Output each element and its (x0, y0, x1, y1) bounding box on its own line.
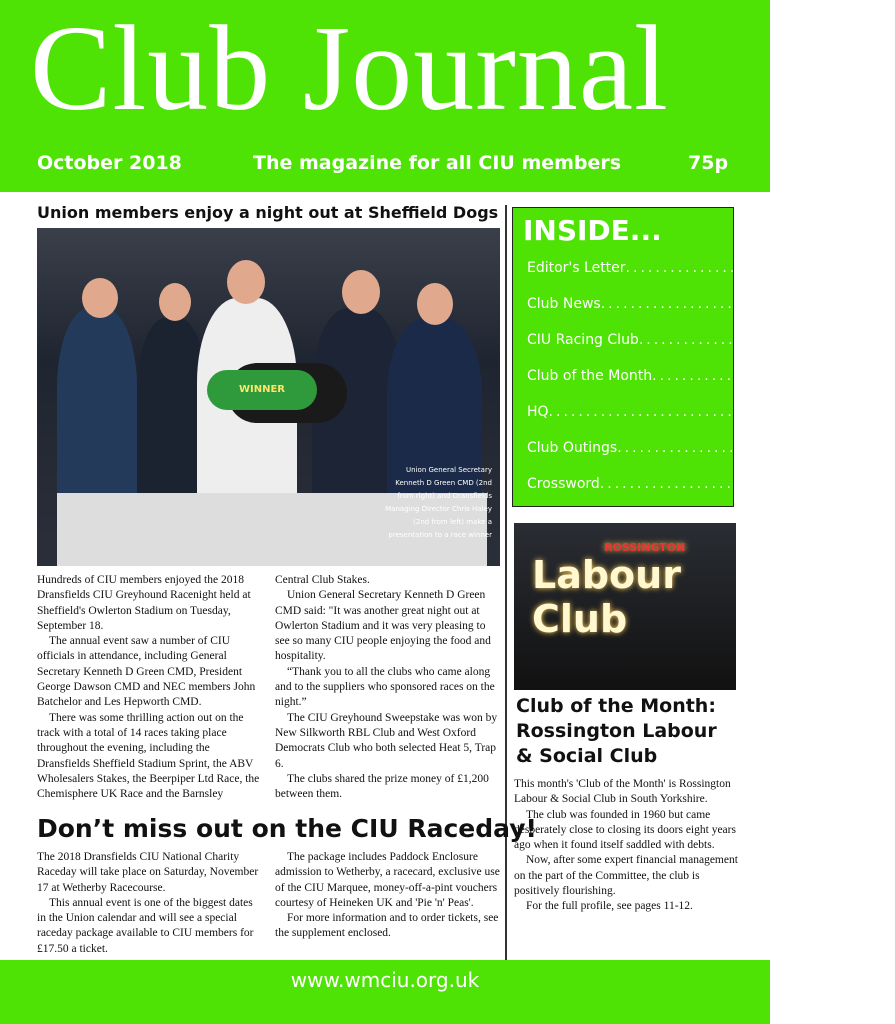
lead-photo (37, 228, 500, 566)
club-of-month-body (514, 777, 739, 915)
raceday-headline: Don’t miss out on the CIU Raceday! (37, 814, 537, 843)
toc-page: 21 (823, 476, 843, 492)
paragraph: The club was founded in 1960 but came desperately close to closing its doors eight years ago when it found itself saddled with debts. (514, 808, 736, 852)
paragraph: Now, after some expert financial management on the part of the Committee, the club is positively flourishing. (514, 854, 738, 898)
toc-page: 11 (875, 368, 895, 384)
paragraph: “Thank you to all the clubs who came along and to the suppliers who sponsored races on the night.” (275, 665, 495, 709)
price: 75p (688, 152, 729, 174)
website-link[interactable]: www.wmciu.org.uk (290, 968, 480, 992)
club-photo (514, 523, 736, 690)
paragraph: This month's 'Club of the Month' is Rossington Labour & Social Club in South Yorkshire. (514, 778, 731, 806)
toc-page: 2 (849, 260, 859, 276)
toc-page: 9 (862, 332, 873, 348)
toc-label: Club News (527, 296, 601, 312)
toc-item[interactable]: HQ .............................. 14 (527, 404, 792, 420)
masthead-banner (0, 0, 770, 192)
raceday-column-2 (275, 850, 500, 942)
sign-text: Labour Club (532, 553, 681, 641)
toc-page: 18 (840, 440, 861, 456)
toc-item[interactable]: Editor's Letter .............................. 2 (527, 260, 859, 276)
toc-item[interactable]: Club of the Month .............................. 11 (527, 368, 895, 384)
footer-banner (0, 960, 770, 1024)
toc-label: Crossword (527, 476, 600, 492)
lead-column-2 (275, 573, 500, 802)
photo-caption: Union General Secretary Kenneth D Green CMD (2nd from right) and Dransfields Managing Director Chris Haley (2nd from left) make a presentation to a race winner (385, 466, 492, 539)
toc-label: Club Outings (527, 440, 618, 456)
toc-item[interactable]: CIU Racing Club .............................. 9 (527, 332, 873, 348)
paragraph: This annual event is one of the biggest dates in the Union calendar and will see a special raceday package available to CIU members for £17.50 a ticket. (37, 896, 254, 955)
lead-column-1 (37, 573, 262, 802)
paragraph: For the full profile, see pages 11-12. (526, 900, 693, 913)
winner-coat: WINNER (207, 370, 317, 410)
paragraph: The annual event saw a number of CIU officials in attendance, including General Secretary Kenneth D Green CMD, President George Dawson CMD and NEC members John Batchelor and Les Hepworth CMD. (37, 635, 256, 709)
toc-label: Editor's Letter (527, 260, 626, 276)
paragraph: Hundreds of CIU members enjoyed the 2018 Dransfields CIU Greyhound Racenight held at Sheffield's Owlerton Stadium on Tuesday, September 18. (37, 574, 251, 632)
club-of-month-title: Club of the Month: Rossington Labour & Social Club (516, 695, 717, 767)
tagline: The magazine for all CIU members (253, 152, 622, 174)
paragraph: The clubs shared the prize money of £1,200 between them. (275, 772, 489, 801)
toc-label: CIU Racing Club (527, 332, 639, 348)
contents-box (512, 207, 895, 507)
contents-title: INSIDE... (523, 214, 662, 247)
toc-item[interactable]: Club News .............................. 3 (527, 296, 834, 312)
toc-label: Club of the Month (527, 368, 653, 384)
raceday-column-1 (37, 850, 262, 957)
toc-item[interactable]: Crossword .............................. 21 (527, 476, 843, 492)
paragraph: There was some thrilling action out on the track with a total of 14 races taking place throughout the evening, including the Dransfields Sheffield Stadium Sprint, the ABV Wholesalers Stakes, the Beerpiper Ltd Race, the Chemisphere UK Race and the Barnsley (37, 711, 260, 801)
paragraph: For more information and to order tickets, see the supplement enclosed. (275, 912, 499, 940)
paragraph: The CIU Greyhound Sweepstake was won by New Silkworth RBL Club and West Oxford Democrats Club who both selected Heat 5, Trap 6. (275, 711, 498, 770)
toc-page: 14 (772, 404, 792, 420)
magazine-title: Club Journal (30, 1, 669, 136)
paragraph: The package includes Paddock Enclosure admission to Wetherby, a racecard, exclusive use of the CIU Marquee, money-off-a-pint vouchers courtesy of Heineken UK and 'Pie 'n' Peas'. (275, 851, 500, 909)
paragraph: The 2018 Dransfields CIU National Charity Raceday will take place on Saturday, November 17 at Wetherby Racecourse. (37, 851, 259, 894)
issue-date: October 2018 (37, 152, 182, 174)
lead-headline: Union members enjoy a night out at Sheffield Dogs (37, 203, 499, 222)
toc-label: HQ (527, 404, 549, 420)
club-sign (532, 541, 736, 641)
toc-item[interactable]: Club Outings .............................. 18 (527, 440, 861, 456)
column-divider (505, 205, 507, 965)
paragraph: Union General Secretary Kenneth D Green CMD said: "It was another great night out at Owlerton Stadium and it was very pleasing to see so many CIU people enjoying the food and hospitality. (275, 589, 491, 663)
paragraph: Central Club Stakes. (275, 574, 370, 586)
toc-page: 3 (824, 296, 834, 312)
sign-small: ROSSINGTON (604, 541, 686, 554)
